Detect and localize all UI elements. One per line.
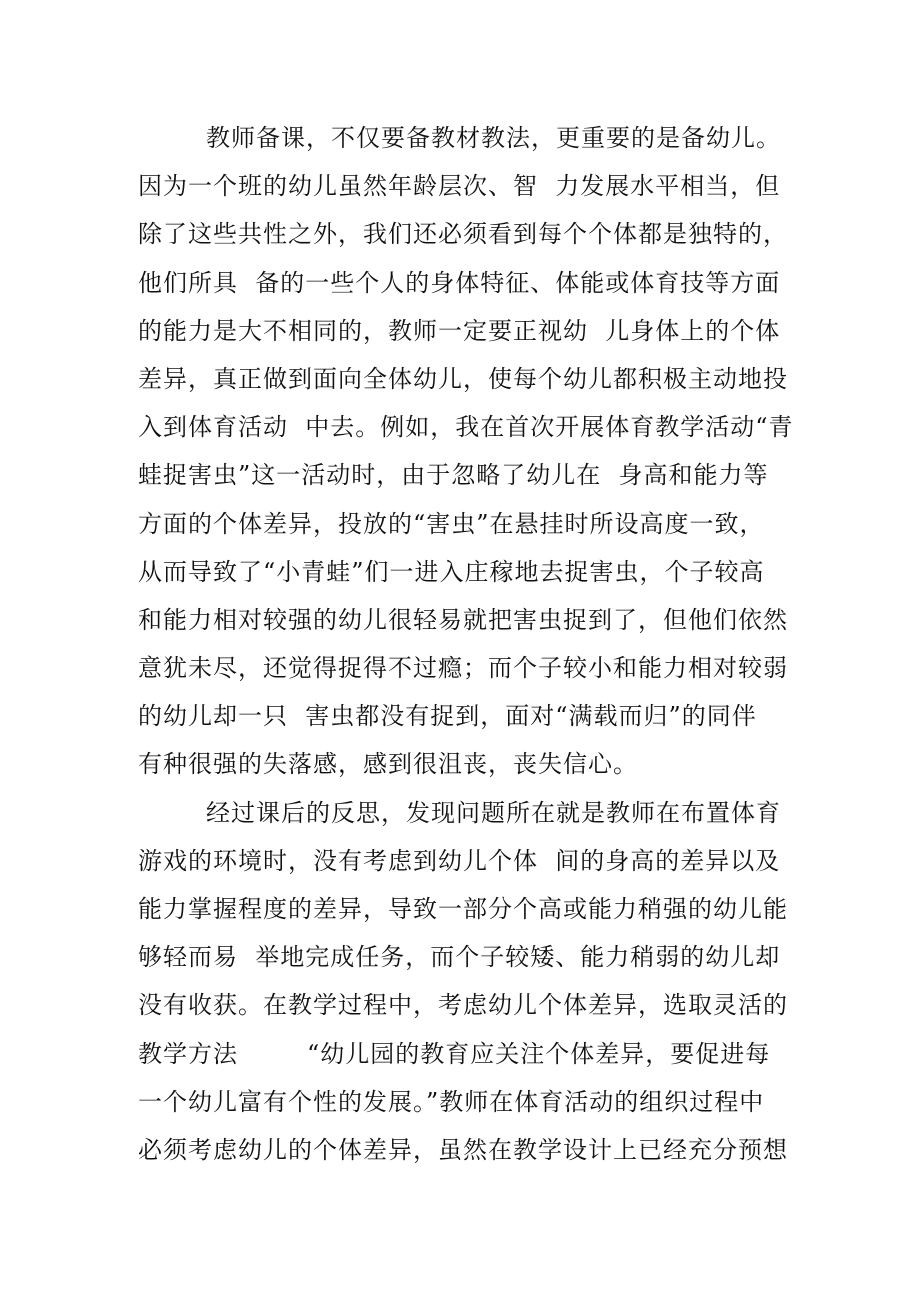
paragraph-1-line-11: 和能力相对较强的幼儿很轻易就把害虫捉到了，但他们依然 [138,605,788,634]
paragraph-2-line-5: 没有收获。在教学过程中，考虑幼儿个体差异，选取灵活的 [138,991,788,1020]
paragraph-2-line-2: 游戏的环境时，没有考虑到幼儿个体 间的身高的差异以及 [138,846,781,875]
paragraph-1-line-8: 蛙捉害虫”这一活动时，由于忽略了幼儿在 身高和能力等 [138,461,769,490]
paragraph-1-line-3: 除了这些共性之外，我们还必须看到每个个体都是独特的， [138,220,788,249]
paragraph-1-line-2: 因为一个班的幼儿虽然年龄层次、智 力发展水平相当，但 [138,172,781,201]
document-body [138,114,798,1174]
paragraph-1-line-9: 方面的个体差异，投放的“害虫”在悬挂时所设高度一致， [138,509,765,538]
paragraph-1-line-7: 入到体育活动 中去。例如，我在首次开展体育教学活动“青 [138,413,794,442]
paragraph-2-line-7: 一个幼儿富有个性的发展。”教师在体育活动的组织过程中 [138,1087,765,1116]
paragraph-1-line-13: 的幼儿却一只 害虫都没有捉到，面对“满载而归”的同伴 [138,702,757,731]
paragraph-1-line-1: 教师备课，不仅要备教材教法，更重要的是备幼儿。 [206,124,781,152]
paragraph-1-line-5: 的能力是大不相同的，教师一定要正视幼 儿身体上的个体 [138,316,781,345]
paragraph-1-line-6: 差异，真正做到面向全体幼儿，使每个幼儿都积极主动地投 [138,364,788,393]
paragraph-2-line-6: 教学方法 “幼儿园的教育应关注个体差异，要促进每 [138,1039,771,1068]
paragraph-2-line-3: 能力掌握程度的差异，导致一部分个高或能力稍强的幼儿能 [138,895,788,923]
paragraph-2-line-4: 够轻而易 举地完成任务，而个子较矮、能力稍弱的幼儿却 [138,943,781,972]
paragraph-1-line-14: 有种很强的失落感，感到很沮丧，丧失信心。 [138,750,638,779]
paragraph-1-line-10: 从而导致了“小青蛙”们一进入庄稼地去捉害虫，个子较高 [138,557,765,586]
paragraph-1-line-4: 他们所具 备的一些个人的身体特征、体能或体育技等方面 [138,268,781,297]
paragraph-2-line-8: 必须考虑幼儿的个体差异，虽然在教学设计上已经充分预想 [138,1135,788,1164]
paragraph-2-line-1: 经过课后的反思，发现问题所在就是教师在布置体育 [206,798,781,827]
paragraph-1-line-12: 意犹未尽，还觉得捉得不过瘾；而个子较小和能力相对较弱 [138,654,788,683]
